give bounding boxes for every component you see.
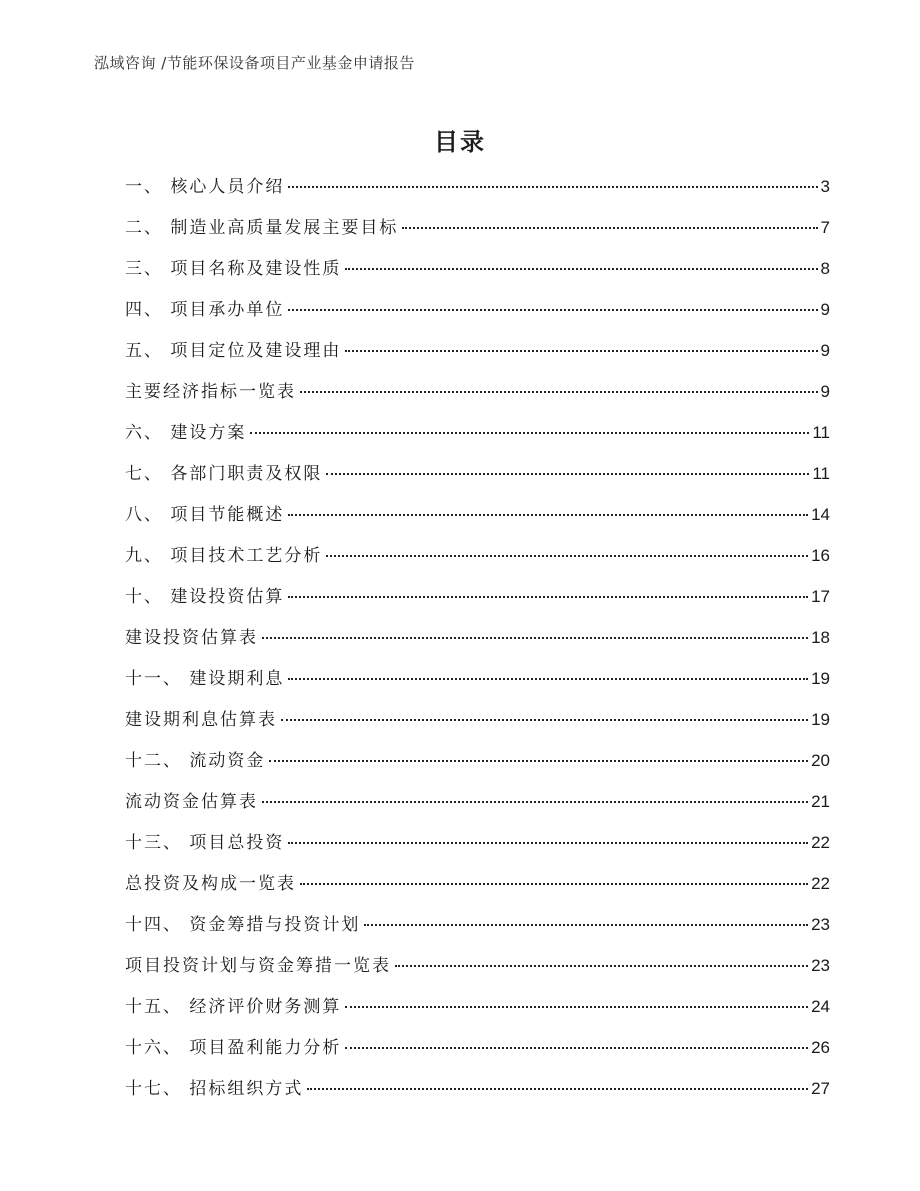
toc-entry[interactable] <box>125 868 830 909</box>
toc-entry-page: 9 <box>820 341 830 360</box>
toc-entry-label: 十六、 项目盈利能力分析 <box>125 1038 342 1058</box>
toc-dot-leader <box>300 391 818 393</box>
toc-dot-leader <box>288 186 817 188</box>
toc-entry-label: 一、 核心人员介绍 <box>125 177 285 197</box>
toc-entry[interactable] <box>125 704 830 745</box>
toc-dot-leader <box>288 842 808 844</box>
toc-entry[interactable] <box>125 335 830 376</box>
toc-entry-label: 十三、 项目总投资 <box>125 833 285 853</box>
toc-entry[interactable] <box>125 663 830 704</box>
toc-title: 目录 <box>434 128 486 156</box>
toc-entry-page: 26 <box>811 1038 830 1057</box>
toc-entry-page: 7 <box>820 218 830 237</box>
toc-entry[interactable] <box>125 458 830 499</box>
toc-entry-label: 十二、 流动资金 <box>125 751 266 771</box>
toc-dot-leader <box>326 473 809 475</box>
toc-entry-page: 27 <box>811 1079 830 1098</box>
toc-entry-page: 9 <box>820 300 830 319</box>
toc-dot-leader <box>262 637 808 639</box>
toc-dot-leader <box>288 514 808 516</box>
toc-entry[interactable] <box>125 581 830 622</box>
toc-dot-leader <box>345 1047 808 1049</box>
toc-dot-leader <box>345 268 817 270</box>
toc-dot-leader <box>364 924 808 926</box>
toc-entry-label: 十五、 经济评价财务测算 <box>125 997 342 1017</box>
toc-entry-page: 23 <box>811 956 830 975</box>
toc-dot-leader <box>395 965 808 967</box>
toc-entry-label: 建设期利息估算表 <box>125 710 277 730</box>
toc-entry[interactable] <box>125 171 830 212</box>
toc-entry-label: 十七、 招标组织方式 <box>125 1079 304 1099</box>
toc-entry[interactable] <box>125 1032 830 1073</box>
toc-entry[interactable] <box>125 745 830 786</box>
toc-entry-page: 19 <box>811 669 830 688</box>
toc-entry-page: 23 <box>811 915 830 934</box>
toc-entry-label: 八、 项目节能概述 <box>125 505 285 525</box>
toc-entry-page: 3 <box>820 177 830 196</box>
toc-entry[interactable] <box>125 1073 830 1114</box>
toc-entry-page: 20 <box>811 751 830 770</box>
toc-entry-page: 9 <box>820 382 830 401</box>
toc-entry-label: 十四、 资金筹措与投资计划 <box>125 915 361 935</box>
toc-entry-label: 项目投资计划与资金筹措一览表 <box>125 956 391 976</box>
toc-entry-label: 十一、 建设期利息 <box>125 669 285 689</box>
toc-dot-leader <box>300 883 808 885</box>
toc-entry-label: 三、 项目名称及建设性质 <box>125 259 342 279</box>
toc-entry-page: 14 <box>811 505 830 524</box>
toc-entry-page: 11 <box>812 464 830 483</box>
toc-entry[interactable] <box>125 294 830 335</box>
toc-dot-leader <box>307 1088 808 1090</box>
toc-entry-label: 二、 制造业高质量发展主要目标 <box>125 218 399 238</box>
toc-entry[interactable] <box>125 950 830 991</box>
toc-entry-label: 总投资及构成一览表 <box>125 874 296 894</box>
toc-entry-label: 五、 项目定位及建设理由 <box>125 341 342 361</box>
toc-entry-page: 16 <box>811 546 830 565</box>
toc-entry-label: 四、 项目承办单位 <box>125 300 285 320</box>
toc-dot-leader <box>345 1006 808 1008</box>
toc-entry[interactable] <box>125 909 830 950</box>
toc-dot-leader <box>288 596 808 598</box>
toc-entry-label: 建设投资估算表 <box>125 628 258 648</box>
toc-entry[interactable] <box>125 212 830 253</box>
toc-dot-leader <box>288 309 817 311</box>
toc-entry-label: 主要经济指标一览表 <box>125 382 296 402</box>
toc-dot-leader <box>262 801 808 803</box>
toc-entry-label: 九、 项目技术工艺分析 <box>125 546 323 566</box>
toc-entry-page: 11 <box>812 423 830 442</box>
toc-entry-label: 六、 建设方案 <box>125 423 247 443</box>
toc-entry-label: 流动资金估算表 <box>125 792 258 812</box>
toc-dot-leader <box>281 719 808 721</box>
toc-entry-page: 21 <box>811 792 830 811</box>
toc-dot-leader <box>402 227 817 229</box>
toc-entry-label: 十、 建设投资估算 <box>125 587 285 607</box>
toc-entry[interactable] <box>125 540 830 581</box>
toc-entry-page: 8 <box>820 259 830 278</box>
toc-entry-page: 24 <box>811 997 830 1016</box>
toc-entry[interactable] <box>125 499 830 540</box>
page-header: 泓域咨询 /节能环保设备项目产业基金申请报告 <box>94 54 415 72</box>
toc-dot-leader <box>288 678 808 680</box>
toc-entry[interactable] <box>125 253 830 294</box>
toc-entry-page: 22 <box>811 874 830 893</box>
toc-entry-label: 七、 各部门职责及权限 <box>125 464 323 484</box>
toc-dot-leader <box>345 350 817 352</box>
toc-entry[interactable] <box>125 786 830 827</box>
table-of-contents <box>125 171 830 1114</box>
toc-entry[interactable] <box>125 991 830 1032</box>
toc-entry[interactable] <box>125 827 830 868</box>
toc-dot-leader <box>250 432 809 434</box>
toc-entry-page: 17 <box>811 587 830 606</box>
toc-dot-leader <box>326 555 808 557</box>
toc-dot-leader <box>269 760 808 762</box>
toc-entry[interactable] <box>125 417 830 458</box>
toc-entry-page: 22 <box>811 833 830 852</box>
toc-entry[interactable] <box>125 622 830 663</box>
toc-entry[interactable] <box>125 376 830 417</box>
toc-entry-page: 18 <box>811 628 830 647</box>
toc-entry-page: 19 <box>811 710 830 729</box>
